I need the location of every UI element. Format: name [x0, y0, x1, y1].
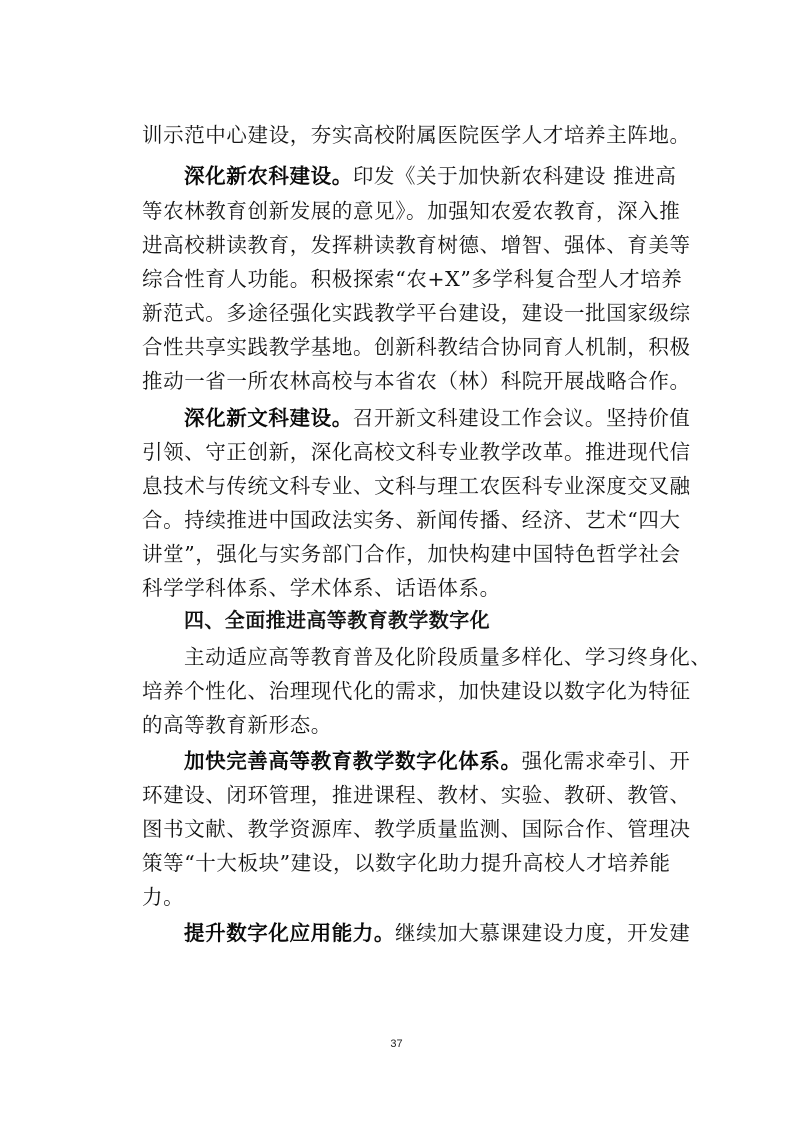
text-line: 环建设、闭环管理，推进课程、教材、实验、教研、教管、: [142, 783, 691, 807]
text-line: 的高等教育新形态。: [142, 713, 332, 737]
paragraph-lead: 深化新农科建设。: [184, 164, 353, 188]
paragraph-lead-rest: 强化需求牵引、开: [521, 749, 691, 773]
text-line: 训示范中心建设，夯实高校附属医院医学人才培养主阵地。: [142, 123, 691, 147]
text-line: 科学学科体系、学术体系、话语体系。: [142, 576, 501, 600]
paragraph-lead-rest: 继续加大慕课建设力度，开发建: [395, 921, 691, 945]
text-line: 讲堂”，强化与实务部门合作，加快构建中国特色哲学社会: [142, 542, 681, 566]
paragraph-lead-rest: 召开新文科建设工作会议。坚持价值: [352, 406, 691, 430]
paragraph-first-line: [184, 918, 690, 948]
paragraph-first-line: [184, 161, 676, 191]
text-line: 引领、守正创新，深化高校文科专业教学改革。推进现代信: [142, 440, 691, 464]
text-line: 合。持续推进中国政法实务、新闻传播、经济、艺术“四大: [142, 508, 681, 532]
text-line: 推动一省一所农林高校与本省农（林）科院开展战略合作。: [142, 369, 691, 393]
section-heading: 四、全面推进高等教育教学数字化: [184, 608, 490, 632]
text-line: 息技术与传统文科专业、文科与理工农医科专业深度交叉融: [142, 474, 691, 498]
text-line: 策等“十大板块”建设，以数字化助力提升高校人才培养能: [142, 851, 671, 875]
text-line: 新范式。多途径强化实践教学平台建设，建设一批国家级综: [142, 301, 691, 325]
paragraph-lead: 提升数字化应用能力。: [184, 921, 395, 945]
paragraph-first-line: [184, 746, 690, 776]
text-line: 等农林教育创新发展的意见》。加强知农爱农教育，深入推: [142, 199, 681, 223]
text-line: 合性共享实践教学基地。创新科教结合协同育人机制，积极: [142, 335, 691, 359]
text-line: 进高校耕读教育，发挥耕读教育树德、增智、强体、育美等: [142, 233, 691, 257]
text-line: 培养个性化、治理现代化的需求，加快建设以数字化为特征: [142, 679, 691, 703]
paragraph-first-line: [184, 403, 690, 433]
paragraph-lead: 加快完善高等教育教学数字化体系。: [184, 749, 522, 773]
paragraph-lead-rest: 印发《关于加快新农科建设 推进高: [352, 164, 677, 188]
text-line: 力。: [142, 885, 185, 909]
page-number: 37: [390, 1038, 403, 1050]
paragraph-lead: 深化新文科建设。: [184, 406, 353, 430]
text-line: 主动适应高等教育普及化阶段质量多样化、学习终身化、: [184, 645, 712, 669]
text-line: 综合性育人功能。积极探索“农+X”多学科复合型人才培养: [142, 267, 683, 291]
text-line: 图书文献、教学资源库、教学质量监测、国际合作、管理决: [142, 817, 691, 841]
